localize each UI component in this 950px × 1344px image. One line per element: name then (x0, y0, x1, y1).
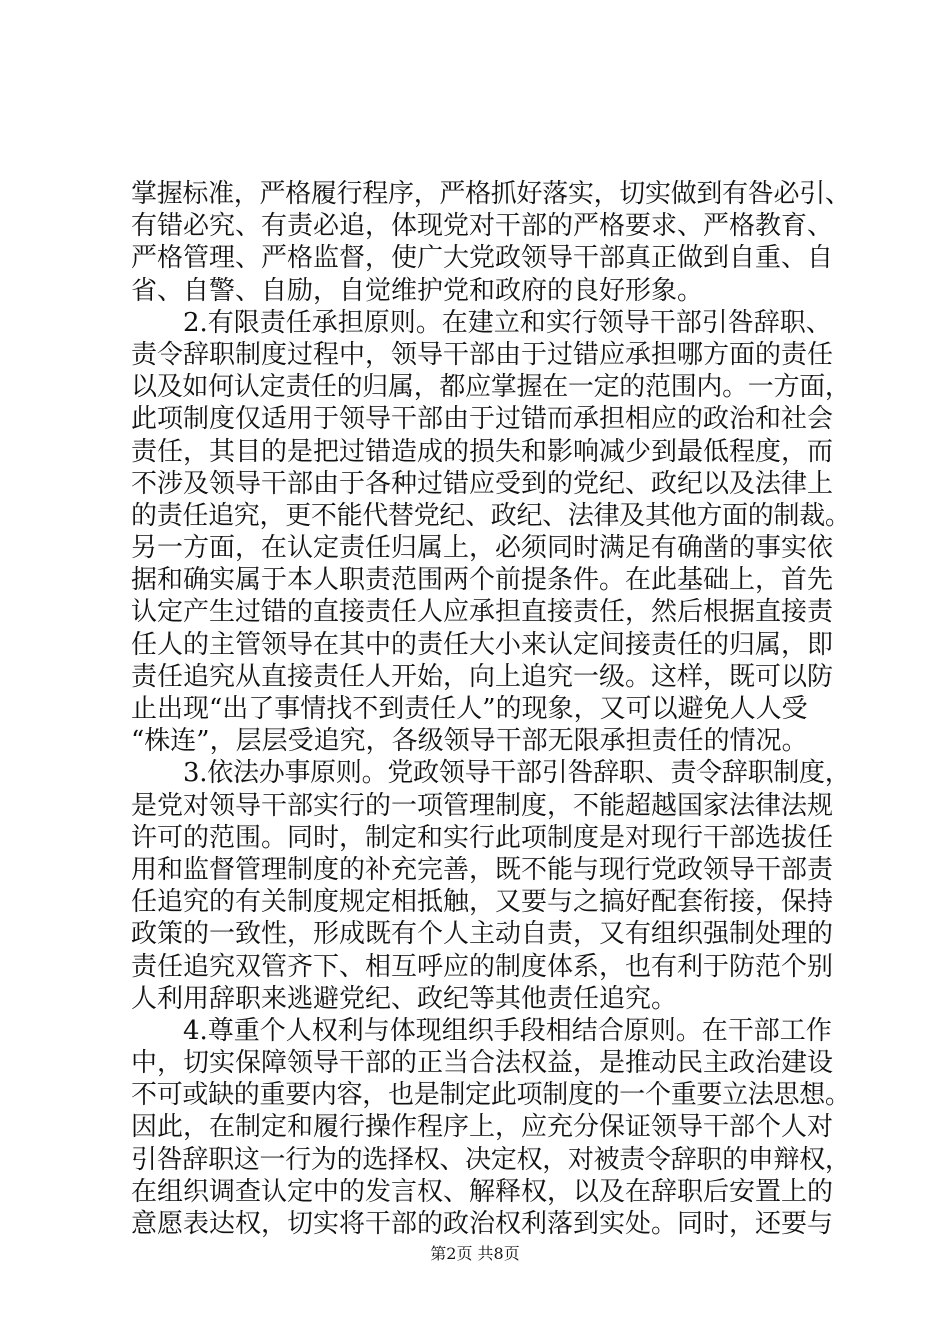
page-footer: 第2页 共8页 (430, 1244, 520, 1263)
text-line: 许可的范围。同时，制定和实行此项制度是对现行干部选拔任 (131, 822, 834, 853)
text-line: 严格管理、严格监督，使广大党政领导干部真正做到自重、自 (131, 243, 834, 274)
text-line: 中，切实保障领导干部的正当合法权益，是推动民主政治建设 (131, 1048, 834, 1079)
text-line: 4.尊重个人权利与体现组织手段相结合原则。在干部工作 (183, 1015, 832, 1046)
text-line: 人利用辞职来逃避党纪、政纪等其他责任追究。 (131, 983, 678, 1014)
text-line: 的责任追究，更不能代替党纪、政纪、法律及其他方面的制裁。 (131, 500, 851, 531)
body-text (131, 178, 851, 1240)
text-line: 据和确实属于本人职责范围两个前提条件。在此基础上，首先 (131, 565, 834, 596)
text-line: 以及如何认定责任的归属，都应掌握在一定的范围内。一方面， (131, 372, 851, 403)
text-line: 任追究的有关制度规定相抵触，又要与之搞好配套衔接，保持 (131, 887, 834, 918)
text-line: 不涉及领导干部由于各种过错应受到的党纪、政纪以及法律上 (131, 468, 834, 499)
text-line: 在组织调查认定中的发言权、解释权，以及在辞职后安置上的 (131, 1176, 834, 1207)
text-line: 止出现“出了事情找不到责任人”的现象，又可以避免人人受 (131, 694, 808, 724)
text-line: 责任追究从直接责任人开始，向上追究一级。这样，既可以防 (131, 661, 834, 692)
text-line: 掌握标准，严格履行程序，严格抓好落实，切实做到有咎必引、 (131, 179, 851, 209)
text-line: 用和监督管理制度的补充完善，既不能与现行党政领导干部责 (131, 854, 834, 885)
text-line: 不可或缺的重要内容，也是制定此项制度的一个重要立法思想。 (131, 1080, 851, 1111)
text-line: 意愿表达权，切实将干部的政治权利落到实处。同时，还要与 (131, 1209, 834, 1239)
text-line: 责令辞职制度过程中，领导干部由于过错应承担哪方面的责任 (131, 339, 834, 370)
text-line: “株连”，层层受追究，各级领导干部无限承担责任的情况。 (131, 726, 808, 757)
text-line: 责任，其目的是把过错造成的损失和影响减少到最低程度，而 (131, 436, 834, 467)
text-line: 因此，在制定和履行操作程序上，应充分保证领导干部个人对 (131, 1112, 834, 1143)
text-line: 省、自警、自励，自觉维护党和政府的良好形象。 (131, 275, 704, 306)
text-line: 政策的一致性，形成既有个人主动自责，又有组织强制处理的 (131, 919, 834, 950)
text-line: 另一方面，在认定责任归属上，必须同时满足有确凿的事实依 (131, 533, 834, 564)
text-line: 2.有限责任承担原则。在建立和实行领导干部引咎辞职、 (183, 307, 832, 338)
text-line: 是党对领导干部实行的一项管理制度，不能超越国家法律法规 (131, 790, 834, 821)
text-line: 3.依法办事原则。党政领导干部引咎辞职、责令辞职制度， (183, 758, 851, 789)
text-line: 有错必究、有责必追，体现党对干部的严格要求、严格教育、 (131, 211, 834, 242)
text-line: 责任追究双管齐下、相互呼应的制度体系，也有利于防范个别 (131, 951, 834, 982)
text-line: 认定产生过错的直接责任人应承担直接责任，然后根据直接责 (131, 597, 834, 628)
text-line: 引咎辞职这一行为的选择权、决定权，对被责令辞职的申辩权， (131, 1144, 851, 1175)
text-line: 任人的主管领导在其中的责任大小来认定间接责任的归属，即 (131, 629, 834, 660)
text-line: 此项制度仅适用于领导干部由于过错而承担相应的政治和社会 (131, 404, 834, 435)
